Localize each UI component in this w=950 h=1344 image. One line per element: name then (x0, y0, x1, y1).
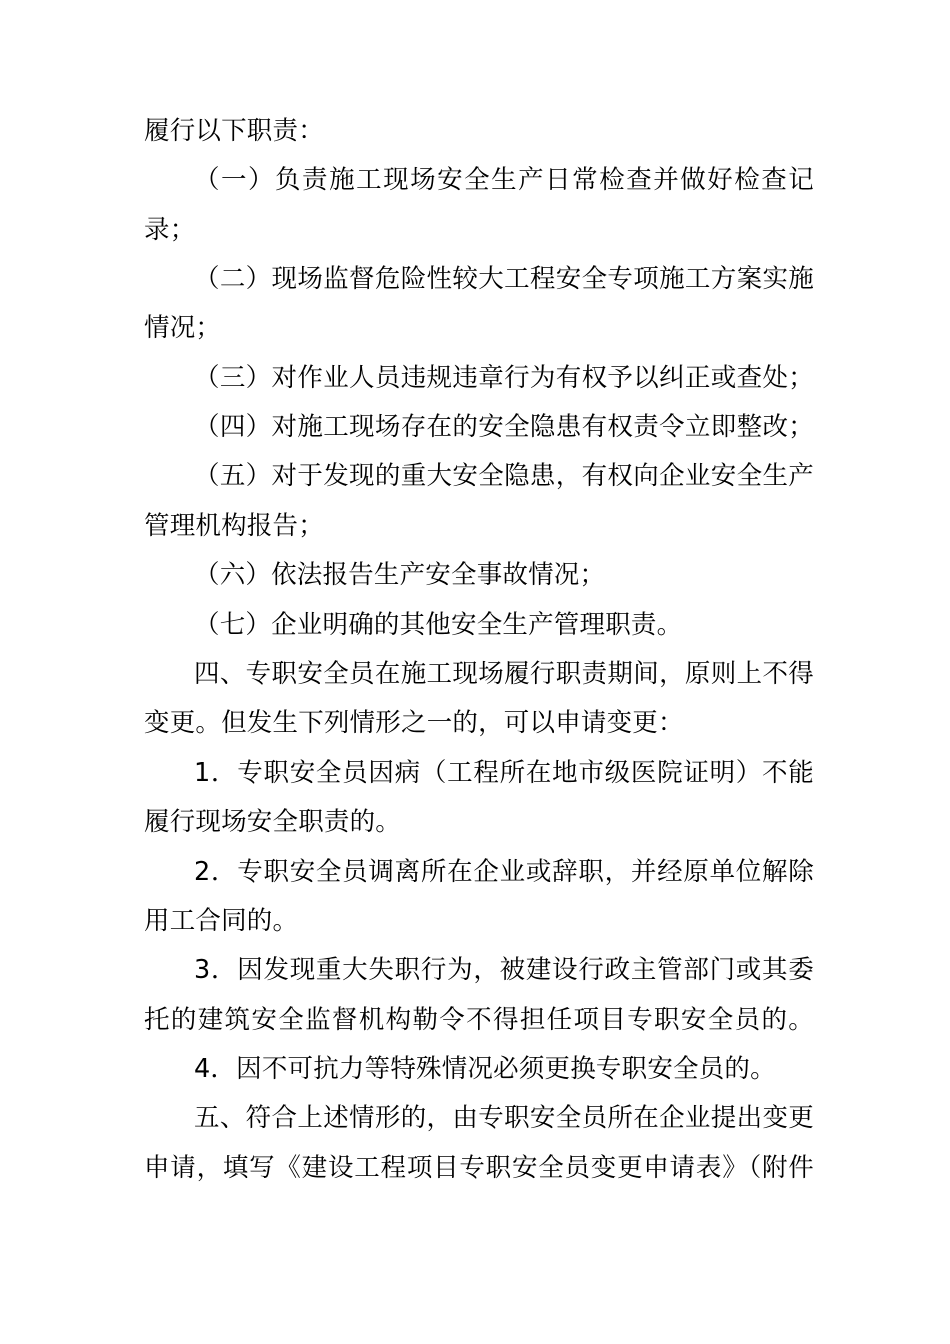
text-line: （二）现场监督危险性较大工程安全专项施工方案实施 (194, 264, 814, 294)
text-line: （七）企业明确的其他安全生产管理职责。 (194, 610, 683, 640)
text-line: （四）对施工现场存在的安全隐患有权责令立即整改； (194, 412, 814, 442)
text-line: （一）负责施工现场安全生产日常检查并做好检查记 (194, 165, 814, 195)
text-line: 1．专职安全员因病（工程所在地市级医院证明）不能 (194, 758, 814, 788)
text-line: （六）依法报告生产安全事故情况； (194, 560, 606, 590)
text-line: 用工合同的。 (144, 906, 299, 936)
text-line: 管理机构报告； (144, 511, 324, 541)
text-line: 履行现场安全职责的。 (144, 807, 402, 837)
text-line: 录； (144, 215, 196, 245)
text-line: 履行以下职责： (144, 116, 324, 146)
text-line: 托的建筑安全监督机构勒令不得担任项目专职安全员的。 (144, 1005, 814, 1035)
text-line: （五）对于发现的重大安全隐患，有权向企业安全生产 (194, 461, 814, 491)
text-line: （三）对作业人员违规违章行为有权予以纠正或查处； (194, 363, 814, 393)
text-line: 4．因不可抗力等特殊情况必须更换专职安全员的。 (194, 1054, 776, 1084)
text-line: 五、符合上述情形的，由专职安全员所在企业提出变更 (194, 1103, 814, 1133)
text-line: 四、专职安全员在施工现场履行职责期间，原则上不得 (194, 659, 814, 689)
text-line: 3．因发现重大失职行为，被建设行政主管部门或其委 (194, 955, 814, 985)
text-line: 情况； (144, 313, 222, 343)
text-line: 2．专职安全员调离所在企业或辞职，并经原单位解除 (194, 857, 814, 887)
text-line: 变更。但发生下列情形之一的，可以申请变更： (144, 708, 684, 738)
text-line: 申请，填写《建设工程项目专职安全员变更申请表》（附件 (144, 1153, 814, 1183)
